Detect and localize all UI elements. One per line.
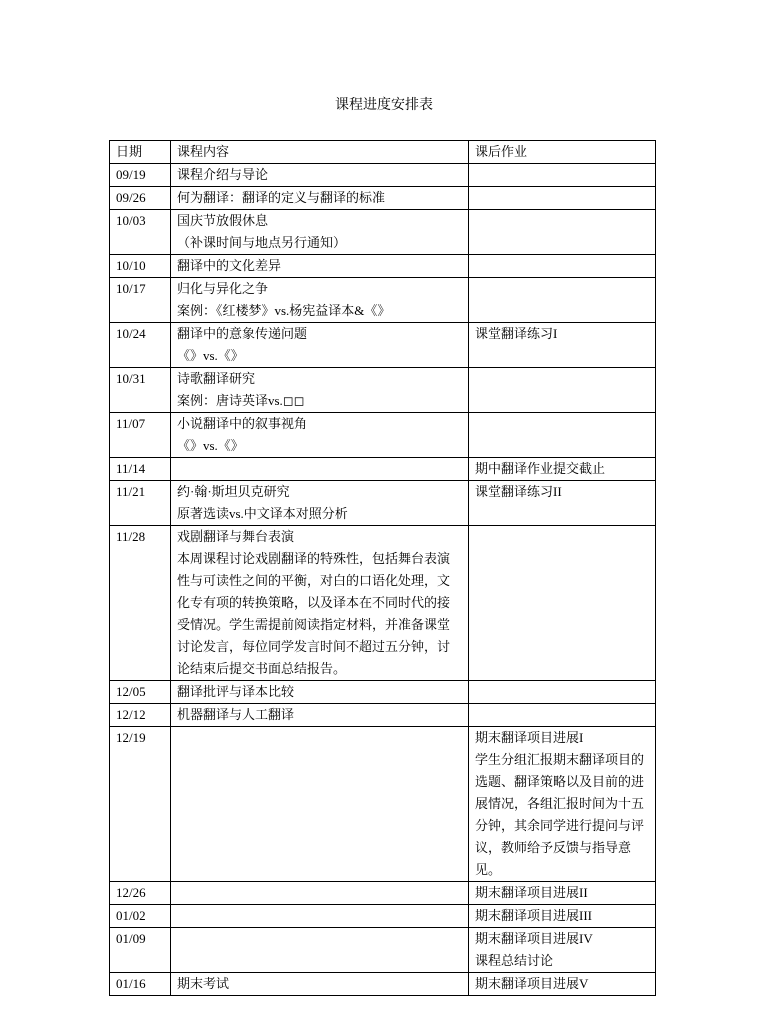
date-cell: 12/19 (110, 727, 171, 882)
content-line: 案例：《红楼梦》vs.杨宪益译本&《》 (177, 303, 391, 318)
content-line: 翻译中的文化差异 (177, 258, 282, 273)
content-line: 戏剧翻译与舞台表演 (177, 529, 295, 544)
homework-cell (469, 704, 656, 727)
content-cell (171, 323, 469, 368)
date-cell: 12/26 (110, 882, 171, 905)
content-cell (171, 368, 469, 413)
homework-cell (469, 278, 656, 323)
date-cell: 01/16 (110, 973, 171, 996)
date-cell: 10/10 (110, 255, 171, 278)
table-row (110, 727, 656, 882)
homework-line: 期末翻译项目进展II (475, 885, 588, 900)
schedule-table (109, 140, 656, 996)
homework-line: 期末翻译项目进展I (475, 730, 584, 745)
table-row (110, 255, 656, 278)
table-row (110, 681, 656, 704)
content-cell (171, 704, 469, 727)
homework-cell (469, 255, 656, 278)
table-header-row (110, 141, 656, 164)
content-line: 翻译批评与译本比较 (177, 684, 295, 699)
table-row (110, 368, 656, 413)
homework-cell (469, 973, 656, 996)
content-cell (171, 413, 469, 458)
content-cell (171, 905, 469, 928)
homework-cell (469, 210, 656, 255)
content-line: 何为翻译：翻译的定义与翻译的标准 (177, 190, 386, 205)
content-line: 约·翰·斯坦贝克研究 (177, 484, 290, 499)
date-cell: 11/14 (110, 458, 171, 481)
table-row (110, 458, 656, 481)
table-row (110, 323, 656, 368)
content-cell (171, 882, 469, 905)
table-row (110, 882, 656, 905)
homework-line: 期末翻译项目进展V (475, 976, 589, 991)
content-line: 《》vs.《》 (177, 438, 244, 453)
date-cell: 09/19 (110, 164, 171, 187)
content-line: 归化与异化之争 (177, 281, 269, 296)
page-title: 课程进度安排表 (335, 98, 433, 113)
table-row (110, 481, 656, 526)
date-cell: 12/05 (110, 681, 171, 704)
table-row (110, 164, 656, 187)
homework-cell (469, 727, 656, 882)
homework-cell (469, 882, 656, 905)
homework-line: 期末翻译项目进展IV (475, 931, 593, 946)
content-cell (171, 526, 469, 681)
date-cell: 01/09 (110, 928, 171, 973)
table-row (110, 210, 656, 255)
homework-line: 课堂翻译练习I (475, 326, 558, 341)
homework-line: 课堂翻译练习II (475, 484, 562, 499)
header-content: 课程内容 (171, 141, 469, 164)
content-cell (171, 187, 469, 210)
homework-line: 期中翻译作业提交截止 (475, 461, 606, 476)
homework-cell (469, 526, 656, 681)
homework-cell (469, 458, 656, 481)
content-line: 本周课程讨论戏剧翻译的特殊性，包括舞台表演性与可读性之间的平衡，对白的口语化处理，文化专有项的转换策略，以及译本在不同时代的接受情况。学生需提前阅读指定材料，并准备课堂讨论发言，每位同学发言时间不超过五分钟，讨论结束后提交书面总结报告。 (177, 551, 451, 676)
table-row (110, 704, 656, 727)
content-line: 课程介绍与导论 (177, 167, 269, 182)
date-cell: 10/24 (110, 323, 171, 368)
header-homework: 课后作业 (469, 141, 656, 164)
table-row (110, 187, 656, 210)
homework-line: 学生分组汇报期末翻译项目的选题、翻译策略以及目前的进展情况，各组汇报时间为十五分钟，其余同学进行提问与评议，教师给予反馈与指导意见。 (475, 752, 645, 877)
content-cell (171, 164, 469, 187)
date-cell: 10/17 (110, 278, 171, 323)
content-cell (171, 210, 469, 255)
content-cell (171, 681, 469, 704)
table-row (110, 413, 656, 458)
content-cell (171, 481, 469, 526)
content-line: 期末考试 (177, 976, 230, 991)
content-line: 小说翻译中的叙事视角 (177, 416, 308, 431)
homework-cell (469, 928, 656, 973)
schedule-body (110, 164, 656, 996)
content-cell (171, 458, 469, 481)
content-line: 国庆节放假休息 (177, 213, 269, 228)
homework-cell (469, 905, 656, 928)
content-line: 原著选读vs.中文译本对照分析 (177, 506, 348, 521)
table-row (110, 526, 656, 681)
date-cell: 11/28 (110, 526, 171, 681)
content-line: （补课时间与地点另行通知） (177, 235, 347, 250)
homework-cell (469, 413, 656, 458)
date-cell: 09/26 (110, 187, 171, 210)
homework-cell (469, 481, 656, 526)
content-cell (171, 928, 469, 973)
content-cell (171, 973, 469, 996)
content-cell (171, 255, 469, 278)
table-row (110, 278, 656, 323)
table-row (110, 973, 656, 996)
homework-cell (469, 368, 656, 413)
homework-line: 期末翻译项目进展III (475, 908, 592, 923)
homework-cell (469, 187, 656, 210)
content-line: 机器翻译与人工翻译 (177, 707, 295, 722)
date-cell: 11/21 (110, 481, 171, 526)
table-row (110, 928, 656, 973)
content-line: 诗歌翻译研究 (177, 371, 256, 386)
content-line: 《》vs.《》 (177, 348, 244, 363)
date-cell: 10/03 (110, 210, 171, 255)
header-date: 日期 (110, 141, 171, 164)
homework-cell (469, 164, 656, 187)
homework-cell (469, 323, 656, 368)
date-cell: 11/07 (110, 413, 171, 458)
table-row (110, 905, 656, 928)
homework-line: 课程总结讨论 (475, 953, 554, 968)
content-cell (171, 278, 469, 323)
homework-cell (469, 681, 656, 704)
content-cell (171, 727, 469, 882)
date-cell: 12/12 (110, 704, 171, 727)
content-line: 案例：唐诗英译vs.◻◻ (177, 393, 305, 408)
content-line: 翻译中的意象传递问题 (177, 326, 308, 341)
date-cell: 01/02 (110, 905, 171, 928)
date-cell: 10/31 (110, 368, 171, 413)
